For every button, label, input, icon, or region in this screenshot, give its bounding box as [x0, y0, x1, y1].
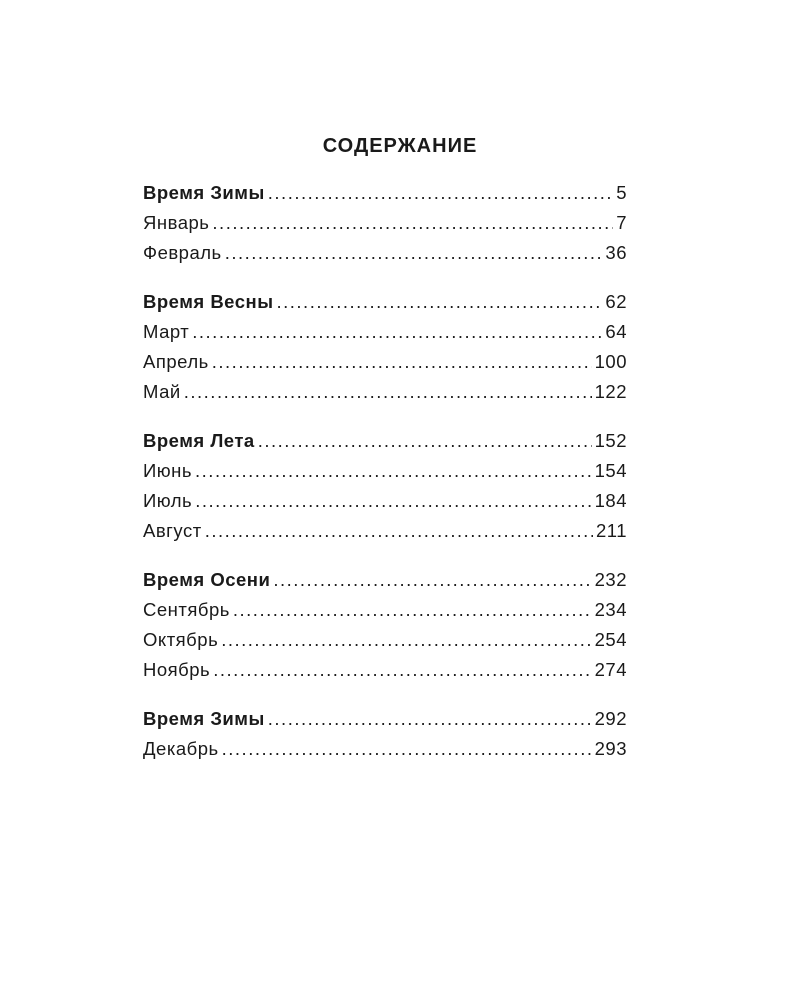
- page-number: 36: [605, 242, 627, 263]
- dot-leader: [213, 655, 591, 685]
- toc-entry[interactable]: [143, 347, 627, 377]
- toc-entry-label: Январь: [143, 212, 210, 233]
- toc-section-summer: [143, 426, 627, 546]
- toc-entry[interactable]: [143, 238, 627, 268]
- page-number: 211: [596, 520, 627, 541]
- toc-entry-label: Апрель: [143, 351, 209, 372]
- toc-section-winter: [143, 178, 627, 268]
- page-number: 152: [594, 430, 627, 451]
- page-number: 232: [594, 569, 627, 590]
- dot-leader: [277, 287, 603, 317]
- toc-entry[interactable]: [143, 456, 627, 486]
- toc-entry[interactable]: [143, 317, 627, 347]
- toc-entry-label: Ноябрь: [143, 659, 211, 680]
- toc-section-winter-2: [143, 704, 627, 764]
- toc-section-autumn: [143, 565, 627, 685]
- page-number: 5: [616, 182, 627, 203]
- toc-entry-label: Февраль: [143, 242, 222, 263]
- page-number: 274: [594, 659, 627, 680]
- page-number: 254: [594, 629, 627, 650]
- dot-leader: [273, 565, 591, 595]
- toc-heading-label: Время Осени: [143, 569, 271, 590]
- toc-entry-label: Октябрь: [143, 629, 219, 650]
- toc-entry[interactable]: [143, 486, 627, 516]
- toc-entry[interactable]: [143, 377, 627, 407]
- toc-heading[interactable]: [143, 178, 627, 208]
- page-title: СОДЕРЖАНИЕ: [322, 135, 478, 157]
- dot-leader: [258, 426, 592, 456]
- toc-heading[interactable]: [143, 704, 627, 734]
- page-number: 62: [605, 291, 627, 312]
- dot-leader: [195, 456, 592, 486]
- toc-heading[interactable]: [143, 426, 627, 456]
- dot-leader: [221, 625, 591, 655]
- toc-heading-label: Время Зимы: [143, 708, 265, 729]
- toc-entry[interactable]: [143, 655, 627, 685]
- dot-leader: [192, 317, 602, 347]
- toc-entry-label: Июль: [143, 490, 193, 511]
- toc-entry-label: Декабрь: [143, 738, 219, 759]
- dot-leader: [268, 178, 613, 208]
- toc-entry[interactable]: [143, 625, 627, 655]
- toc-entry-label: Март: [143, 321, 190, 342]
- dot-leader: [222, 734, 592, 764]
- dot-leader: [195, 486, 591, 516]
- toc-section-spring: [143, 287, 627, 407]
- dot-leader: [212, 208, 613, 238]
- toc-heading[interactable]: [143, 287, 627, 317]
- dot-leader: [212, 347, 592, 377]
- toc-heading[interactable]: [143, 565, 627, 595]
- dot-leader: [225, 238, 603, 268]
- page-number: 7: [616, 212, 627, 233]
- dot-leader: [268, 704, 592, 734]
- toc-entry[interactable]: [143, 734, 627, 764]
- page-number: 184: [594, 490, 627, 511]
- toc-entry[interactable]: [143, 516, 627, 546]
- page-number: 293: [594, 738, 627, 759]
- table-of-contents: [143, 178, 627, 783]
- toc-entry-label: Июнь: [143, 460, 193, 481]
- toc-heading-label: Время Лета: [143, 430, 255, 451]
- toc-entry[interactable]: [143, 595, 627, 625]
- page-number: 292: [594, 708, 627, 729]
- toc-entry-label: Сентябрь: [143, 599, 230, 620]
- dot-leader: [233, 595, 592, 625]
- dot-leader: [184, 377, 592, 407]
- page-number: 64: [605, 321, 627, 342]
- page-number: 100: [594, 351, 627, 372]
- page-number: 154: [594, 460, 627, 481]
- toc-heading-label: Время Весны: [143, 291, 274, 312]
- dot-leader: [205, 516, 593, 546]
- toc-heading-label: Время Зимы: [143, 182, 265, 203]
- page-number: 234: [594, 599, 627, 620]
- toc-entry[interactable]: [143, 208, 627, 238]
- page-number: 122: [594, 381, 627, 402]
- toc-entry-label: Май: [143, 381, 181, 402]
- toc-entry-label: Август: [143, 520, 202, 541]
